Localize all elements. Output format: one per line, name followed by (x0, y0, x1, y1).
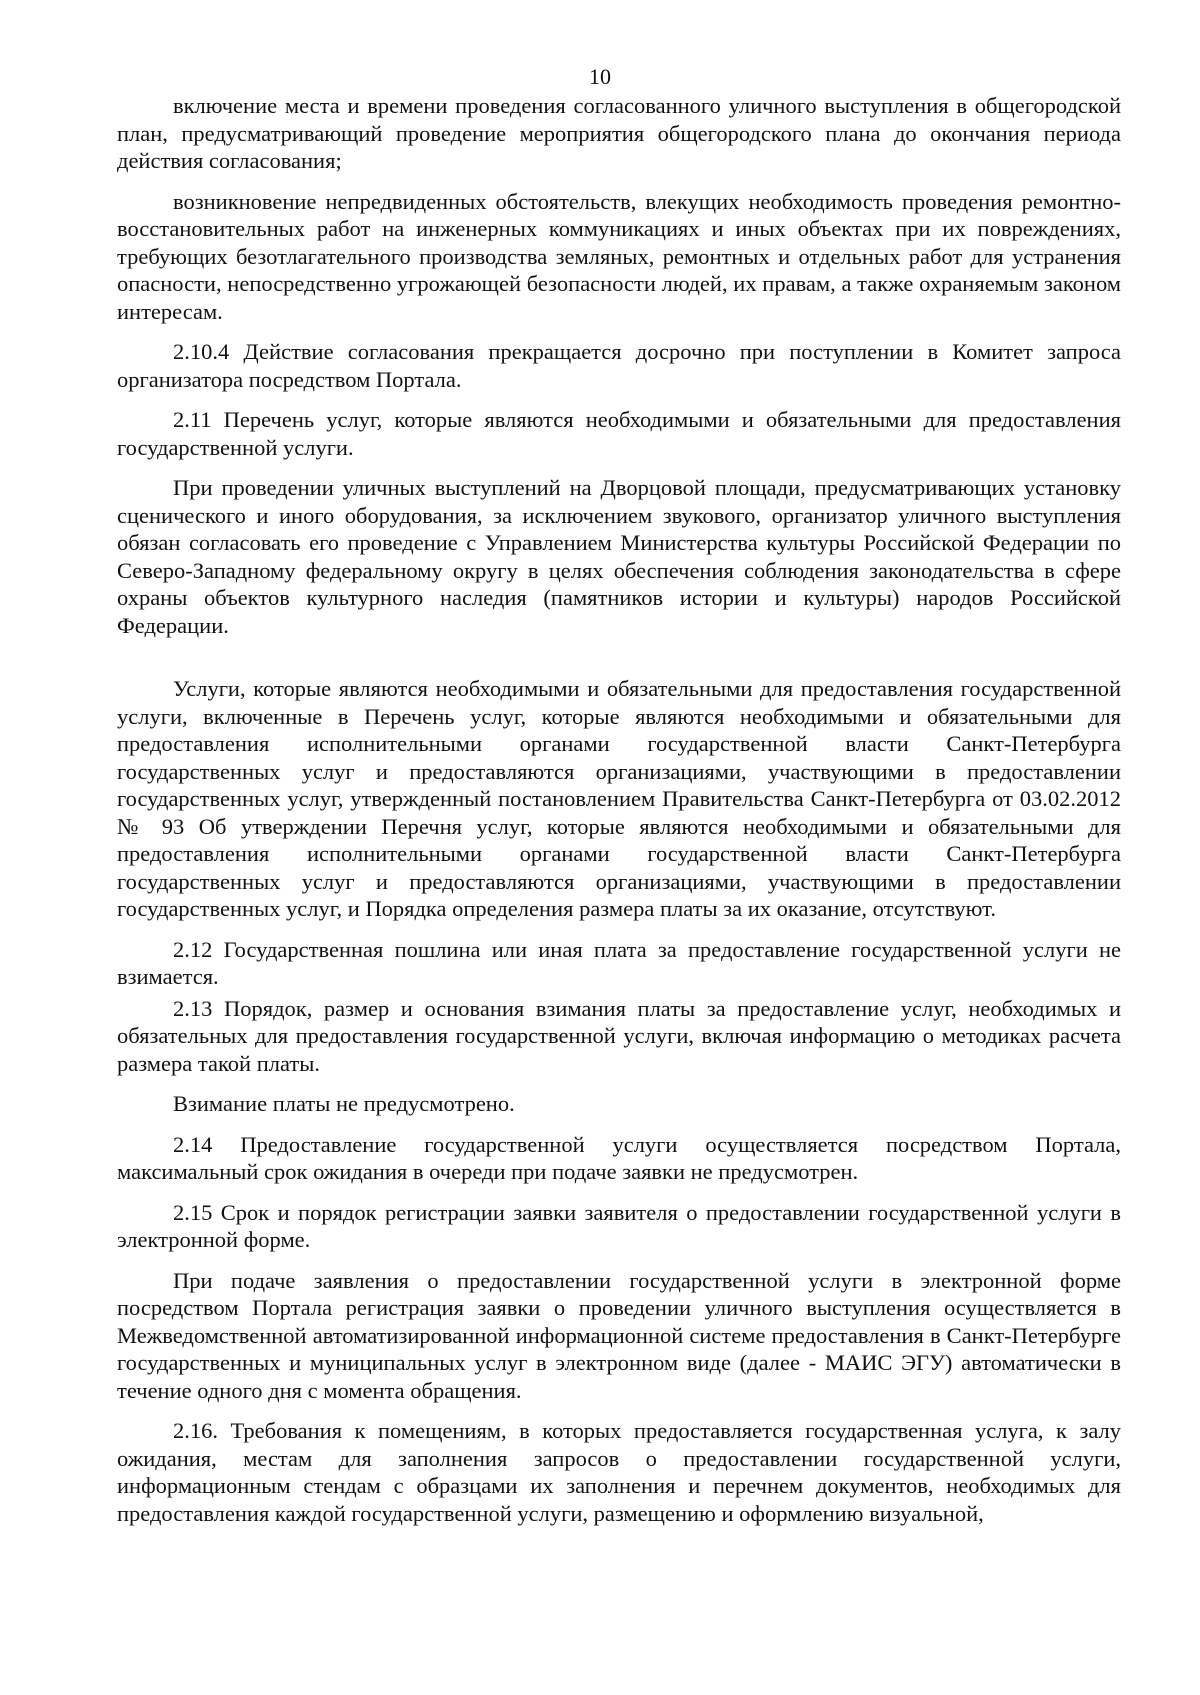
paragraph-unforeseen-circumstances: возникновение непредвиденных обстоятельств, влекущих необходимость проведения ремонтно-восстановительных работ на инженерных коммуникациях и иных объектах при их повреждениях, требующих безотлагательного производства земляных, ремонтных и отдельных работ для устранения опасности, непосредственно угрожающей безопасности людей, их правам, а также охраняемым законом интересам. (117, 188, 1121, 324)
document-body (117, 92, 1121, 1540)
paragraph-required-services: Услуги, которые являются необходимыми и обязательными для предоставления государственной услуги, включенные в Перечень услуг, которые являются необходимыми и обязательными для предоставления исполнительными органами государственной власти Санкт-Петербурга государственных услуг и предоставляются организациями, участвующими в предоставлении государственных услуг, утвержденный постановлением Правительства Санкт-Петербурга от 03.02.2012 № 93 Об утверждении Перечня услуг, которые являются необходимыми и обязательными для предоставления исполнительными органами государственной власти Санкт-Петербурга государственных услуг и предоставляются организациями, участвующими в предоставлении государственных услуг, и Порядка определения размера платы за их оказание, отсутствуют. (117, 676, 1121, 921)
paragraph-2-11: 2.11 Перечень услуг, которые являются необходимыми и обязательными для предоставления государственной услуги. (117, 407, 1121, 460)
paragraph-electronic-registration: При подаче заявления о предоставлении государственной услуги в электронной форме посредством Портала регистрация заявки о проведении уличного выступления осуществляется в Межведомственной автоматизированной информационной системе предоставления в Санкт-Петербурге государственных и муниципальных услуг в электронном виде (далее - МАИС ЭГУ) автоматически в течение одного дня с момента обращения. (117, 1267, 1121, 1403)
paragraph-general-plan: включение места и времени проведения согласованного уличного выступления в общегородской план, предусматривающий проведение мероприятия общегородского плана до окончания периода действия согласования; (117, 93, 1121, 173)
paragraph-2-16: 2.16. Требования к помещениям, в которых предоставляется государственная услуга, к залу ожидания, местам для заполнения запросов о предоставлении государственной услуги, информационным стендам с образцами их заполнения и перечнем документов, необходимых для предоставления каждой государственной услуги, размещению и оформлению визуальной, (117, 1418, 1121, 1526)
page-number: 10 (589, 64, 611, 89)
paragraph-palace-square: При проведении уличных выступлений на Дворцовой площади, предусматривающих установку сценического и иного оборудования, за исключением звукового, организатор уличного выступления обязан согласовать его проведение с Управлением Министерства культуры Российской Федерации по Северо-Западному федеральному округу в целях обеспечения соблюдения законодательства в сфере охраны объектов культурного наследия (памятников истории и культуры) народов Российской Федерации. (117, 475, 1121, 638)
paragraph-2-15: 2.15 Срок и порядок регистрации заявки заявителя о предоставлении государственной услуги в электронной форме. (117, 1199, 1121, 1252)
paragraph-2-14: 2.14 Предоставление государственной услуги осуществляется посредством Портала, максимальный срок ожидания в очереди при подаче заявки не предусмотрен. (117, 1131, 1121, 1184)
paragraph-no-fee: Взимание платы не предусмотрено. (173, 1091, 515, 1116)
paragraph-2-13: 2.13 Порядок, размер и основания взимания платы за предоставление услуг, необходимых и обязательных для предоставления государственной услуги, включая информацию о методиках расчета размера такой платы. (117, 995, 1121, 1076)
paragraph-2-10-4: 2.10.4 Действие согласования прекращается досрочно при поступлении в Комитет запроса организатора посредством Портала. (117, 339, 1121, 392)
paragraph-2-12: 2.12 Государственная пошлина или иная плата за предоставление государственной услуги не взимается. (117, 936, 1121, 989)
